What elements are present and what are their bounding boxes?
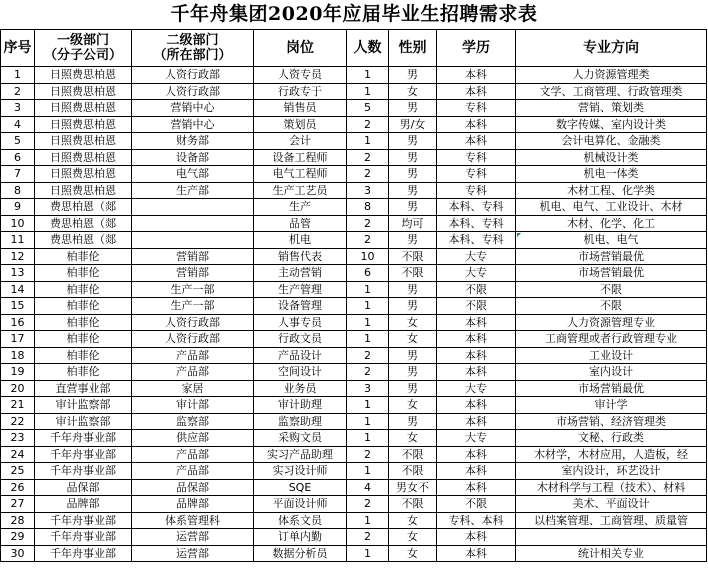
cell-dept2[interactable] xyxy=(132,215,254,232)
cell-no[interactable]: 14 xyxy=(1,281,35,298)
cell-dept2[interactable]: 品牌部 xyxy=(132,496,254,513)
cell-dept2[interactable]: 监察部 xyxy=(132,413,254,430)
cell-dept2[interactable]: 产品部 xyxy=(132,463,254,480)
table-row xyxy=(1,232,707,249)
cell-education[interactable]: 本科 xyxy=(437,529,516,546)
cell-count[interactable]: 1 xyxy=(347,413,389,430)
cell-major[interactable]: 审计学 xyxy=(516,397,707,414)
cell-position[interactable]: 行政文员 xyxy=(254,331,347,348)
cell-no[interactable]: 26 xyxy=(1,479,35,496)
cell-count[interactable]: 1 xyxy=(347,133,389,150)
cell-dept1[interactable]: 柏菲伦 xyxy=(35,347,132,364)
cell-major[interactable]: 机电、电气、工业设计、木材 xyxy=(516,199,707,216)
cell-gender[interactable]: 不限 xyxy=(389,265,437,282)
cell-no[interactable]: 17 xyxy=(1,331,35,348)
cell-position[interactable]: SQE xyxy=(254,479,347,496)
cell-position[interactable]: 数据分析员 xyxy=(254,545,347,562)
cell-gender[interactable]: 男 xyxy=(389,281,437,298)
cell-education[interactable]: 本科 xyxy=(437,545,516,562)
cell-dept1[interactable]: 千年舟事业部 xyxy=(35,545,132,562)
cell-position[interactable]: 品管 xyxy=(254,215,347,232)
cell-education[interactable]: 本科 xyxy=(437,331,516,348)
cell-position[interactable]: 体系文员 xyxy=(254,512,347,529)
cell-gender[interactable]: 女 xyxy=(389,545,437,562)
cell-no[interactable]: 11 xyxy=(1,232,35,249)
cell-position[interactable]: 会计 xyxy=(254,133,347,150)
table-row xyxy=(1,116,707,133)
table-row xyxy=(1,215,707,232)
cell-major[interactable]: 美术、平面设计 xyxy=(516,496,707,513)
cell-dept2[interactable]: 人资行政部 xyxy=(132,83,254,100)
cell-position[interactable]: 监察助理 xyxy=(254,413,347,430)
cell-major[interactable]: 室内设计 xyxy=(516,364,707,381)
cell-dept2[interactable]: 设备部 xyxy=(132,149,254,166)
cell-no[interactable]: 1 xyxy=(1,67,35,84)
cell-major[interactable]: 会计电算化、金融类 xyxy=(516,133,707,150)
cell-education[interactable]: 本科 xyxy=(437,364,516,381)
cell-education[interactable]: 专科 xyxy=(437,166,516,183)
cell-dept2[interactable]: 产品部 xyxy=(132,364,254,381)
cell-major[interactable]: 营销、策划类 xyxy=(516,100,707,117)
table-row xyxy=(1,182,707,199)
cell-position[interactable]: 人事专员 xyxy=(254,314,347,331)
cell-dept2[interactable]: 生产一部 xyxy=(132,281,254,298)
cell-gender[interactable]: 不限 xyxy=(389,446,437,463)
cell-education[interactable]: 本科、专科 xyxy=(437,232,516,249)
cell-position[interactable]: 人资专员 xyxy=(254,67,347,84)
header-row xyxy=(1,30,707,67)
header-dept2-line1: 二级部门 xyxy=(166,33,219,48)
cell-no[interactable]: 8 xyxy=(1,182,35,199)
cell-dept2[interactable]: 供应部 xyxy=(132,430,254,447)
cell-position[interactable]: 策划员 xyxy=(254,116,347,133)
cell-education[interactable]: 本科 xyxy=(437,479,516,496)
header-dept1 xyxy=(35,30,132,67)
table-row xyxy=(1,67,707,84)
cell-position[interactable]: 生产工艺员 xyxy=(254,182,347,199)
cell-dept1[interactable]: 千年舟事业部 xyxy=(35,430,132,447)
cell-count[interactable]: 10 xyxy=(347,248,389,265)
cell-dept1[interactable]: 柏菲伦 xyxy=(35,248,132,265)
table-row xyxy=(1,413,707,430)
table-row xyxy=(1,512,707,529)
cell-education[interactable]: 大专 xyxy=(437,265,516,282)
cell-position[interactable]: 设备管理 xyxy=(254,298,347,315)
cell-count[interactable]: 2 xyxy=(347,232,389,249)
sheet-title: 千年舟集团2020年应届毕业生招聘需求表 xyxy=(170,3,538,25)
header-dept1-line1: 一级部门 xyxy=(56,33,109,48)
cell-major[interactable]: 机电、电气 xyxy=(516,232,707,249)
cell-dept2[interactable]: 体系管理科 xyxy=(132,512,254,529)
cell-no[interactable]: 30 xyxy=(1,545,35,562)
cell-no[interactable]: 19 xyxy=(1,364,35,381)
cell-position[interactable]: 生产 xyxy=(254,199,347,216)
cell-dept2[interactable]: 营销部 xyxy=(132,265,254,282)
table-row xyxy=(1,133,707,150)
header-gender: 性别 xyxy=(389,30,437,67)
cell-count[interactable]: 1 xyxy=(347,430,389,447)
cell-dept1[interactable]: 日照费思柏恩 xyxy=(35,133,132,150)
cell-no[interactable]: 18 xyxy=(1,347,35,364)
cell-education[interactable]: 本科 xyxy=(437,463,516,480)
cell-dept1[interactable]: 费思柏恩（郯 xyxy=(35,215,132,232)
cell-dept2[interactable]: 产品部 xyxy=(132,347,254,364)
cell-gender[interactable]: 男 xyxy=(389,166,437,183)
cell-major[interactable] xyxy=(516,529,707,546)
cell-major[interactable]: 室内设计，环艺设计 xyxy=(516,463,707,480)
cell-gender[interactable]: 男 xyxy=(389,298,437,315)
cell-major[interactable]: 木材、化学、化工 xyxy=(516,215,707,232)
table-row xyxy=(1,529,707,546)
cell-education[interactable]: 专科 xyxy=(437,100,516,117)
table-row xyxy=(1,347,707,364)
cell-education[interactable]: 本科 xyxy=(437,314,516,331)
table-row xyxy=(1,545,707,562)
cell-dept1[interactable]: 千年舟事业部 xyxy=(35,463,132,480)
table-row xyxy=(1,314,707,331)
cell-gender[interactable]: 男/女 xyxy=(389,116,437,133)
cell-position[interactable]: 产品设计 xyxy=(254,347,347,364)
cell-major[interactable]: 机电一体类 xyxy=(516,166,707,183)
cell-dept2[interactable]: 人资行政部 xyxy=(132,331,254,348)
cell-major[interactable]: 木材科学与工程（技术）、材料 xyxy=(516,479,707,496)
cell-dept1[interactable]: 品牌部 xyxy=(35,496,132,513)
cell-count[interactable]: 3 xyxy=(347,380,389,397)
cell-education[interactable]: 本科 xyxy=(437,413,516,430)
cell-dept2[interactable]: 家居 xyxy=(132,380,254,397)
cell-no[interactable]: 10 xyxy=(1,215,35,232)
cell-dept2[interactable]: 审计部 xyxy=(132,397,254,414)
cell-education[interactable]: 本科 xyxy=(437,397,516,414)
cell-major[interactable]: 文学、工商管理、行政管理类 xyxy=(516,83,707,100)
header-dept2 xyxy=(132,30,254,67)
cell-no[interactable]: 20 xyxy=(1,380,35,397)
header-position: 岗位 xyxy=(254,30,347,67)
header-education: 学历 xyxy=(437,30,516,67)
cell-gender[interactable]: 均可 xyxy=(389,215,437,232)
cell-count[interactable]: 1 xyxy=(347,298,389,315)
cell-dept1[interactable]: 柏菲伦 xyxy=(35,265,132,282)
table-row xyxy=(1,298,707,315)
cell-major[interactable]: 以档案管理、工商管理、质量管 xyxy=(516,512,707,529)
cell-position[interactable]: 电气工程师 xyxy=(254,166,347,183)
cell-gender[interactable]: 不限 xyxy=(389,248,437,265)
cell-gender[interactable]: 男 xyxy=(389,232,437,249)
table-row xyxy=(1,199,707,216)
table-row xyxy=(1,430,707,447)
cell-position[interactable]: 订单内勤 xyxy=(254,529,347,546)
cell-count[interactable]: 1 xyxy=(347,331,389,348)
table-row xyxy=(1,479,707,496)
recruitment-table xyxy=(0,29,707,562)
cell-position[interactable]: 实习产品助理 xyxy=(254,446,347,463)
cell-gender[interactable]: 男 xyxy=(389,364,437,381)
cell-major[interactable]: 机械设计类 xyxy=(516,149,707,166)
cell-count[interactable]: 2 xyxy=(347,215,389,232)
cell-position[interactable]: 采购文员 xyxy=(254,430,347,447)
table-row xyxy=(1,248,707,265)
cell-gender[interactable]: 男 xyxy=(389,380,437,397)
cell-dept2[interactable]: 营销中心 xyxy=(132,100,254,117)
cell-major[interactable]: 市场营销最优 xyxy=(516,380,707,397)
table-row xyxy=(1,463,707,480)
cell-education[interactable]: 不限 xyxy=(437,496,516,513)
header-count: 人数 xyxy=(347,30,389,67)
cell-position[interactable]: 机电 xyxy=(254,232,347,249)
cell-count[interactable]: 2 xyxy=(347,446,389,463)
table-row xyxy=(1,397,707,414)
cell-count[interactable]: 1 xyxy=(347,314,389,331)
cell-education[interactable]: 大专 xyxy=(437,248,516,265)
cell-count[interactable]: 8 xyxy=(347,199,389,216)
cell-dept1[interactable]: 柏菲伦 xyxy=(35,331,132,348)
cell-gender[interactable]: 女 xyxy=(389,512,437,529)
table-row xyxy=(1,149,707,166)
cell-count[interactable]: 1 xyxy=(347,83,389,100)
cell-dept1[interactable]: 日照费思柏恩 xyxy=(35,67,132,84)
cell-education[interactable]: 大专 xyxy=(437,430,516,447)
cell-no[interactable]: 9 xyxy=(1,199,35,216)
cell-major[interactable]: 工商管理或者行政管理专业 xyxy=(516,331,707,348)
cell-dept1[interactable]: 日照费思柏恩 xyxy=(35,182,132,199)
cell-count[interactable]: 1 xyxy=(347,397,389,414)
cell-gender[interactable]: 女 xyxy=(389,529,437,546)
cell-gender[interactable]: 男 xyxy=(389,67,437,84)
cell-gender[interactable]: 女 xyxy=(389,314,437,331)
cell-dept1[interactable]: 费思柏恩（郯 xyxy=(35,199,132,216)
cell-gender[interactable]: 男女不 xyxy=(389,479,437,496)
table-row xyxy=(1,265,707,282)
cell-dept1[interactable]: 直营事业部 xyxy=(35,380,132,397)
cell-dept2[interactable]: 营销中心 xyxy=(132,116,254,133)
cell-count[interactable]: 2 xyxy=(347,116,389,133)
cell-major[interactable]: 数字传媒、室内设计类 xyxy=(516,116,707,133)
cell-dept1[interactable]: 千年舟事业部 xyxy=(35,446,132,463)
cell-gender[interactable]: 男 xyxy=(389,199,437,216)
cell-dept2[interactable] xyxy=(132,199,254,216)
cell-gender[interactable]: 男 xyxy=(389,182,437,199)
cell-education[interactable]: 本科、专科 xyxy=(437,199,516,216)
cell-education[interactable]: 专科 xyxy=(437,182,516,199)
cell-no[interactable]: 7 xyxy=(1,166,35,183)
cell-education[interactable]: 本科 xyxy=(437,133,516,150)
cell-count[interactable]: 5 xyxy=(347,100,389,117)
table-row xyxy=(1,331,707,348)
cell-dept2[interactable]: 人资行政部 xyxy=(132,67,254,84)
cell-dept1[interactable]: 日照费思柏恩 xyxy=(35,116,132,133)
cell-dept1[interactable]: 柏菲伦 xyxy=(35,364,132,381)
cell-position[interactable]: 生产管理 xyxy=(254,281,347,298)
cell-count[interactable]: 1 xyxy=(347,545,389,562)
cell-count[interactable]: 4 xyxy=(347,479,389,496)
cell-gender[interactable]: 女 xyxy=(389,83,437,100)
cell-major[interactable]: 不限 xyxy=(516,298,707,315)
cell-no[interactable]: 24 xyxy=(1,446,35,463)
header-major: 专业方向 xyxy=(516,30,707,67)
cell-dept1[interactable]: 日照费思柏恩 xyxy=(35,100,132,117)
cell-position[interactable]: 业务员 xyxy=(254,380,347,397)
cell-count[interactable]: 1 xyxy=(347,281,389,298)
table-row xyxy=(1,100,707,117)
cell-no[interactable]: 3 xyxy=(1,100,35,117)
cell-count[interactable]: 3 xyxy=(347,182,389,199)
cell-no[interactable]: 5 xyxy=(1,133,35,150)
cell-count[interactable]: 2 xyxy=(347,166,389,183)
cell-dept2[interactable]: 电气部 xyxy=(132,166,254,183)
cell-dept1[interactable]: 日照费思柏恩 xyxy=(35,149,132,166)
cell-count[interactable]: 2 xyxy=(347,496,389,513)
cell-gender[interactable]: 男 xyxy=(389,413,437,430)
cell-major[interactable]: 市场营销最优 xyxy=(516,265,707,282)
cell-major[interactable]: 文秘、行政类 xyxy=(516,430,707,447)
header-no: 序号 xyxy=(1,30,35,67)
table-row xyxy=(1,496,707,513)
table-row xyxy=(1,83,707,100)
cell-dept1[interactable]: 费思柏恩（郯 xyxy=(35,232,132,249)
cell-gender[interactable]: 不限 xyxy=(389,496,437,513)
cell-major[interactable]: 统计相关专业 xyxy=(516,545,707,562)
cell-position[interactable]: 销售代表 xyxy=(254,248,347,265)
cell-no[interactable]: 12 xyxy=(1,248,35,265)
table-row xyxy=(1,380,707,397)
cell-gender[interactable]: 男 xyxy=(389,149,437,166)
cell-major[interactable]: 工业设计 xyxy=(516,347,707,364)
cell-gender[interactable]: 男 xyxy=(389,133,437,150)
cell-dept1[interactable]: 审计监察部 xyxy=(35,413,132,430)
cell-no[interactable]: 21 xyxy=(1,397,35,414)
cell-position[interactable]: 设备工程师 xyxy=(254,149,347,166)
cell-gender[interactable]: 男 xyxy=(389,347,437,364)
cell-education[interactable]: 不限 xyxy=(437,298,516,315)
cell-education[interactable]: 本科、专科 xyxy=(437,215,516,232)
cell-count[interactable]: 1 xyxy=(347,512,389,529)
cell-education[interactable]: 专科 xyxy=(437,149,516,166)
cell-education[interactable]: 本科 xyxy=(437,347,516,364)
cell-education[interactable]: 本科 xyxy=(437,83,516,100)
cell-dept2[interactable] xyxy=(132,232,254,249)
cell-dept2[interactable]: 人资行政部 xyxy=(132,314,254,331)
cell-count[interactable]: 2 xyxy=(347,149,389,166)
cell-education[interactable]: 大专 xyxy=(437,380,516,397)
cell-major[interactable]: 不限 xyxy=(516,281,707,298)
header-dept2-line2: （所在部门） xyxy=(153,48,232,63)
cell-no[interactable]: 22 xyxy=(1,413,35,430)
cell-education[interactable]: 本科 xyxy=(437,67,516,84)
cell-major[interactable]: 市场营销、经济管理类 xyxy=(516,413,707,430)
cell-education[interactable]: 本科 xyxy=(437,116,516,133)
cell-dept2[interactable]: 财务部 xyxy=(132,133,254,150)
cell-dept2[interactable]: 产品部 xyxy=(132,446,254,463)
table-row xyxy=(1,364,707,381)
cell-count[interactable]: 2 xyxy=(347,347,389,364)
table-body xyxy=(1,67,707,562)
header-dept1-line2: （分子公司） xyxy=(43,48,122,63)
cell-dept2[interactable]: 运营部 xyxy=(132,529,254,546)
cell-gender[interactable]: 女 xyxy=(389,397,437,414)
cell-no[interactable]: 16 xyxy=(1,314,35,331)
cell-no[interactable]: 6 xyxy=(1,149,35,166)
cell-no[interactable]: 29 xyxy=(1,529,35,546)
cell-position[interactable]: 审计助理 xyxy=(254,397,347,414)
cell-no[interactable]: 4 xyxy=(1,116,35,133)
cell-major[interactable]: 木材工程、化学类 xyxy=(516,182,707,199)
cell-dept1[interactable]: 品保部 xyxy=(35,479,132,496)
cell-dept1[interactable]: 审计监察部 xyxy=(35,397,132,414)
table-row xyxy=(1,166,707,183)
cell-count[interactable]: 1 xyxy=(347,67,389,84)
cell-dept2[interactable]: 生产部 xyxy=(132,182,254,199)
cell-count[interactable]: 2 xyxy=(347,529,389,546)
cell-gender[interactable]: 不限 xyxy=(389,463,437,480)
cell-gender[interactable]: 女 xyxy=(389,331,437,348)
cell-dept1[interactable]: 千年舟事业部 xyxy=(35,512,132,529)
cell-no[interactable]: 2 xyxy=(1,83,35,100)
cell-position[interactable]: 实习设计师 xyxy=(254,463,347,480)
cell-dept1[interactable]: 日照费思柏恩 xyxy=(35,83,132,100)
cell-dept1[interactable]: 柏菲伦 xyxy=(35,314,132,331)
cell-dept2[interactable]: 生产一部 xyxy=(132,298,254,315)
cell-major[interactable]: 木材学，木材应用，人造板，经 xyxy=(516,446,707,463)
cell-dept1[interactable]: 柏菲伦 xyxy=(35,281,132,298)
cell-dept1[interactable]: 日照费思柏恩 xyxy=(35,166,132,183)
cell-no[interactable]: 25 xyxy=(1,463,35,480)
cell-dept2[interactable]: 营销部 xyxy=(132,248,254,265)
cell-education[interactable]: 专科、本科 xyxy=(437,512,516,529)
cell-education[interactable]: 不限 xyxy=(437,281,516,298)
cell-no[interactable]: 13 xyxy=(1,265,35,282)
cell-count[interactable]: 1 xyxy=(347,463,389,480)
cell-no[interactable]: 27 xyxy=(1,496,35,513)
cell-position[interactable]: 行政专于 xyxy=(254,83,347,100)
cell-dept2[interactable]: 品保部 xyxy=(132,479,254,496)
cell-major[interactable]: 市场营销最优 xyxy=(516,248,707,265)
cell-no[interactable]: 28 xyxy=(1,512,35,529)
cell-position[interactable]: 空间设计 xyxy=(254,364,347,381)
cell-dept2[interactable]: 运营部 xyxy=(132,545,254,562)
cell-major[interactable]: 人力资源管理专业 xyxy=(516,314,707,331)
cell-education[interactable]: 本科 xyxy=(437,446,516,463)
cell-major[interactable]: 人力资源管理类 xyxy=(516,67,707,84)
cell-no[interactable]: 23 xyxy=(1,430,35,447)
cell-position[interactable]: 主动营销 xyxy=(254,265,347,282)
cell-gender[interactable]: 女 xyxy=(389,430,437,447)
table-row xyxy=(1,281,707,298)
cell-position[interactable]: 销售员 xyxy=(254,100,347,117)
cell-position[interactable]: 平面设计师 xyxy=(254,496,347,513)
cell-no[interactable]: 15 xyxy=(1,298,35,315)
cell-dept1[interactable]: 千年舟事业部 xyxy=(35,529,132,546)
cell-gender[interactable]: 男 xyxy=(389,100,437,117)
cell-count[interactable]: 2 xyxy=(347,364,389,381)
cell-count[interactable]: 6 xyxy=(347,265,389,282)
table-row xyxy=(1,446,707,463)
cell-dept1[interactable]: 柏菲伦 xyxy=(35,298,132,315)
